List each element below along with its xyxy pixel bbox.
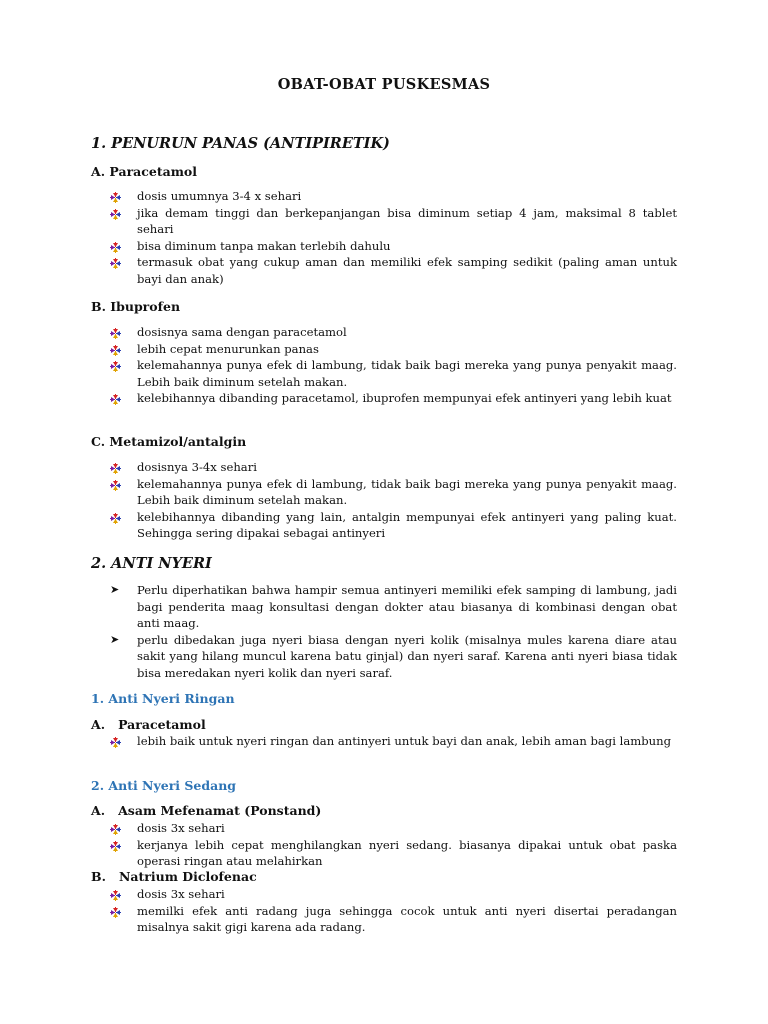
arrow-bullet-icon: ➤ — [110, 632, 120, 646]
subheading-asam-mefenamat: A. Asam Mefenamat (Ponstand) — [91, 803, 322, 818]
list-item: dosis 3x sehari — [110, 820, 677, 837]
list-item: jika demam tinggi dan berkepanjangan bisa diminum setiap 4 jam, maksimal 8 tablet sehari — [110, 205, 677, 238]
asam-mefenamat-list — [110, 820, 677, 870]
ibuprofen-list — [110, 324, 677, 407]
list-item: dosis umumnya 3-4 x sehari — [110, 188, 677, 205]
list-item: lebih cepat menurunkan panas — [110, 341, 677, 358]
bullet-icon — [110, 823, 121, 834]
list-item: kelebihannya dibanding yang lain, antalgin mempunyai efek antinyeri yang paling kuat. Sehingga sering dipakai sebagai antinyeri — [110, 509, 677, 542]
paracetamol-list — [110, 188, 677, 287]
page-title: OBAT-OBAT PUSKESMAS — [277, 76, 491, 93]
anti-nyeri-notes — [110, 582, 677, 681]
subheading-anti-nyeri-sedang: 2. Anti Nyeri Sedang — [91, 778, 237, 793]
list-item: kelemahannya punya efek di lambung, tidak baik bagi mereka yang punya penyakit maag. Lebih baik diminum setelah makan. — [110, 476, 677, 509]
bullet-icon — [110, 512, 121, 523]
subheading-paracetamol-ringan: A. Paracetamol — [91, 717, 206, 732]
list-item: kelemahannya punya efek di lambung, tidak baik bagi mereka yang punya penyakit maag. Lebih baik diminum setelah makan. — [110, 357, 677, 390]
bullet-icon — [110, 889, 121, 900]
subheading-metamizol: C. Metamizol/antalgin — [91, 434, 247, 449]
subheading-ibuprofen: B. Ibuprofen — [91, 299, 181, 314]
paracetamol-ringan-list — [110, 733, 677, 750]
arrow-bullet-icon: ➤ — [110, 583, 120, 596]
list-item: dosis 3x sehari — [110, 886, 677, 903]
section-heading-antipiretik: 1. PENURUN PANAS (ANTIPIRETIK) — [91, 135, 390, 152]
subheading-natrium-diclofenac: B. Natrium Diclofenac — [91, 869, 257, 884]
bullet-icon — [110, 360, 121, 371]
bullet-icon — [110, 208, 121, 219]
bullet-icon — [110, 462, 121, 473]
list-item: kerjanya lebih cepat menghilangkan nyeri sedang. biasanya dipakai untuk obat paska operasi ringan atau melahirkan — [110, 837, 677, 870]
subheading-paracetamol: A. Paracetamol — [91, 164, 197, 179]
section-heading-anti-nyeri: 2. ANTI NYERI — [91, 555, 212, 572]
bullet-icon — [110, 736, 121, 747]
list-item: termasuk obat yang cukup aman dan memiliki efek samping sedikit (paling aman untuk bayi dan anak) — [110, 254, 677, 287]
bullet-icon — [110, 191, 121, 202]
list-item: ➤ Perlu diperhatikan bahwa hampir semua antinyeri memiliki efek samping di lambung, jadi bagi penderita maag konsultasi dengan dokter atau biasanya di kombinasi dengan obat anti maag. — [110, 583, 677, 630]
bullet-icon — [110, 393, 121, 404]
bullet-icon — [110, 840, 121, 851]
list-item: kelebihannya dibanding paracetamol, ibuprofen mempunyai efek antinyeri yang lebih kuat — [110, 390, 677, 407]
bullet-icon — [110, 327, 121, 338]
list-item: bisa diminum tanpa makan terlebih dahulu — [110, 238, 677, 255]
bullet-icon — [110, 906, 121, 917]
list-item: dosisnya 3-4x sehari — [110, 459, 677, 476]
list-item: memilki efek anti radang juga sehingga cocok untuk anti nyeri disertai peradangan misalnya sakit gigi karena ada radang. — [110, 903, 677, 936]
bullet-icon — [110, 257, 121, 268]
bullet-icon — [110, 479, 121, 490]
bullet-icon — [110, 241, 121, 252]
list-item: dosisnya sama dengan paracetamol — [110, 324, 677, 341]
natrium-diclofenac-list — [110, 886, 677, 936]
subheading-anti-nyeri-ringan: 1. Anti Nyeri Ringan — [91, 691, 235, 706]
list-item: ➤ perlu dibedakan juga nyeri biasa dengan nyeri kolik (misalnya mules karena diare atau sakit yang hilang muncul karena batu ginjal) dan nyeri saraf. Karena anti nyeri biasa tidak bisa meredakan nyeri kolik dan nyeri saraf. — [110, 632, 677, 680]
bullet-icon — [110, 344, 121, 355]
list-item: lebih baik untuk nyeri ringan dan antinyeri untuk bayi dan anak, lebih aman bagi lambung — [110, 733, 677, 750]
metamizol-list — [110, 459, 677, 542]
